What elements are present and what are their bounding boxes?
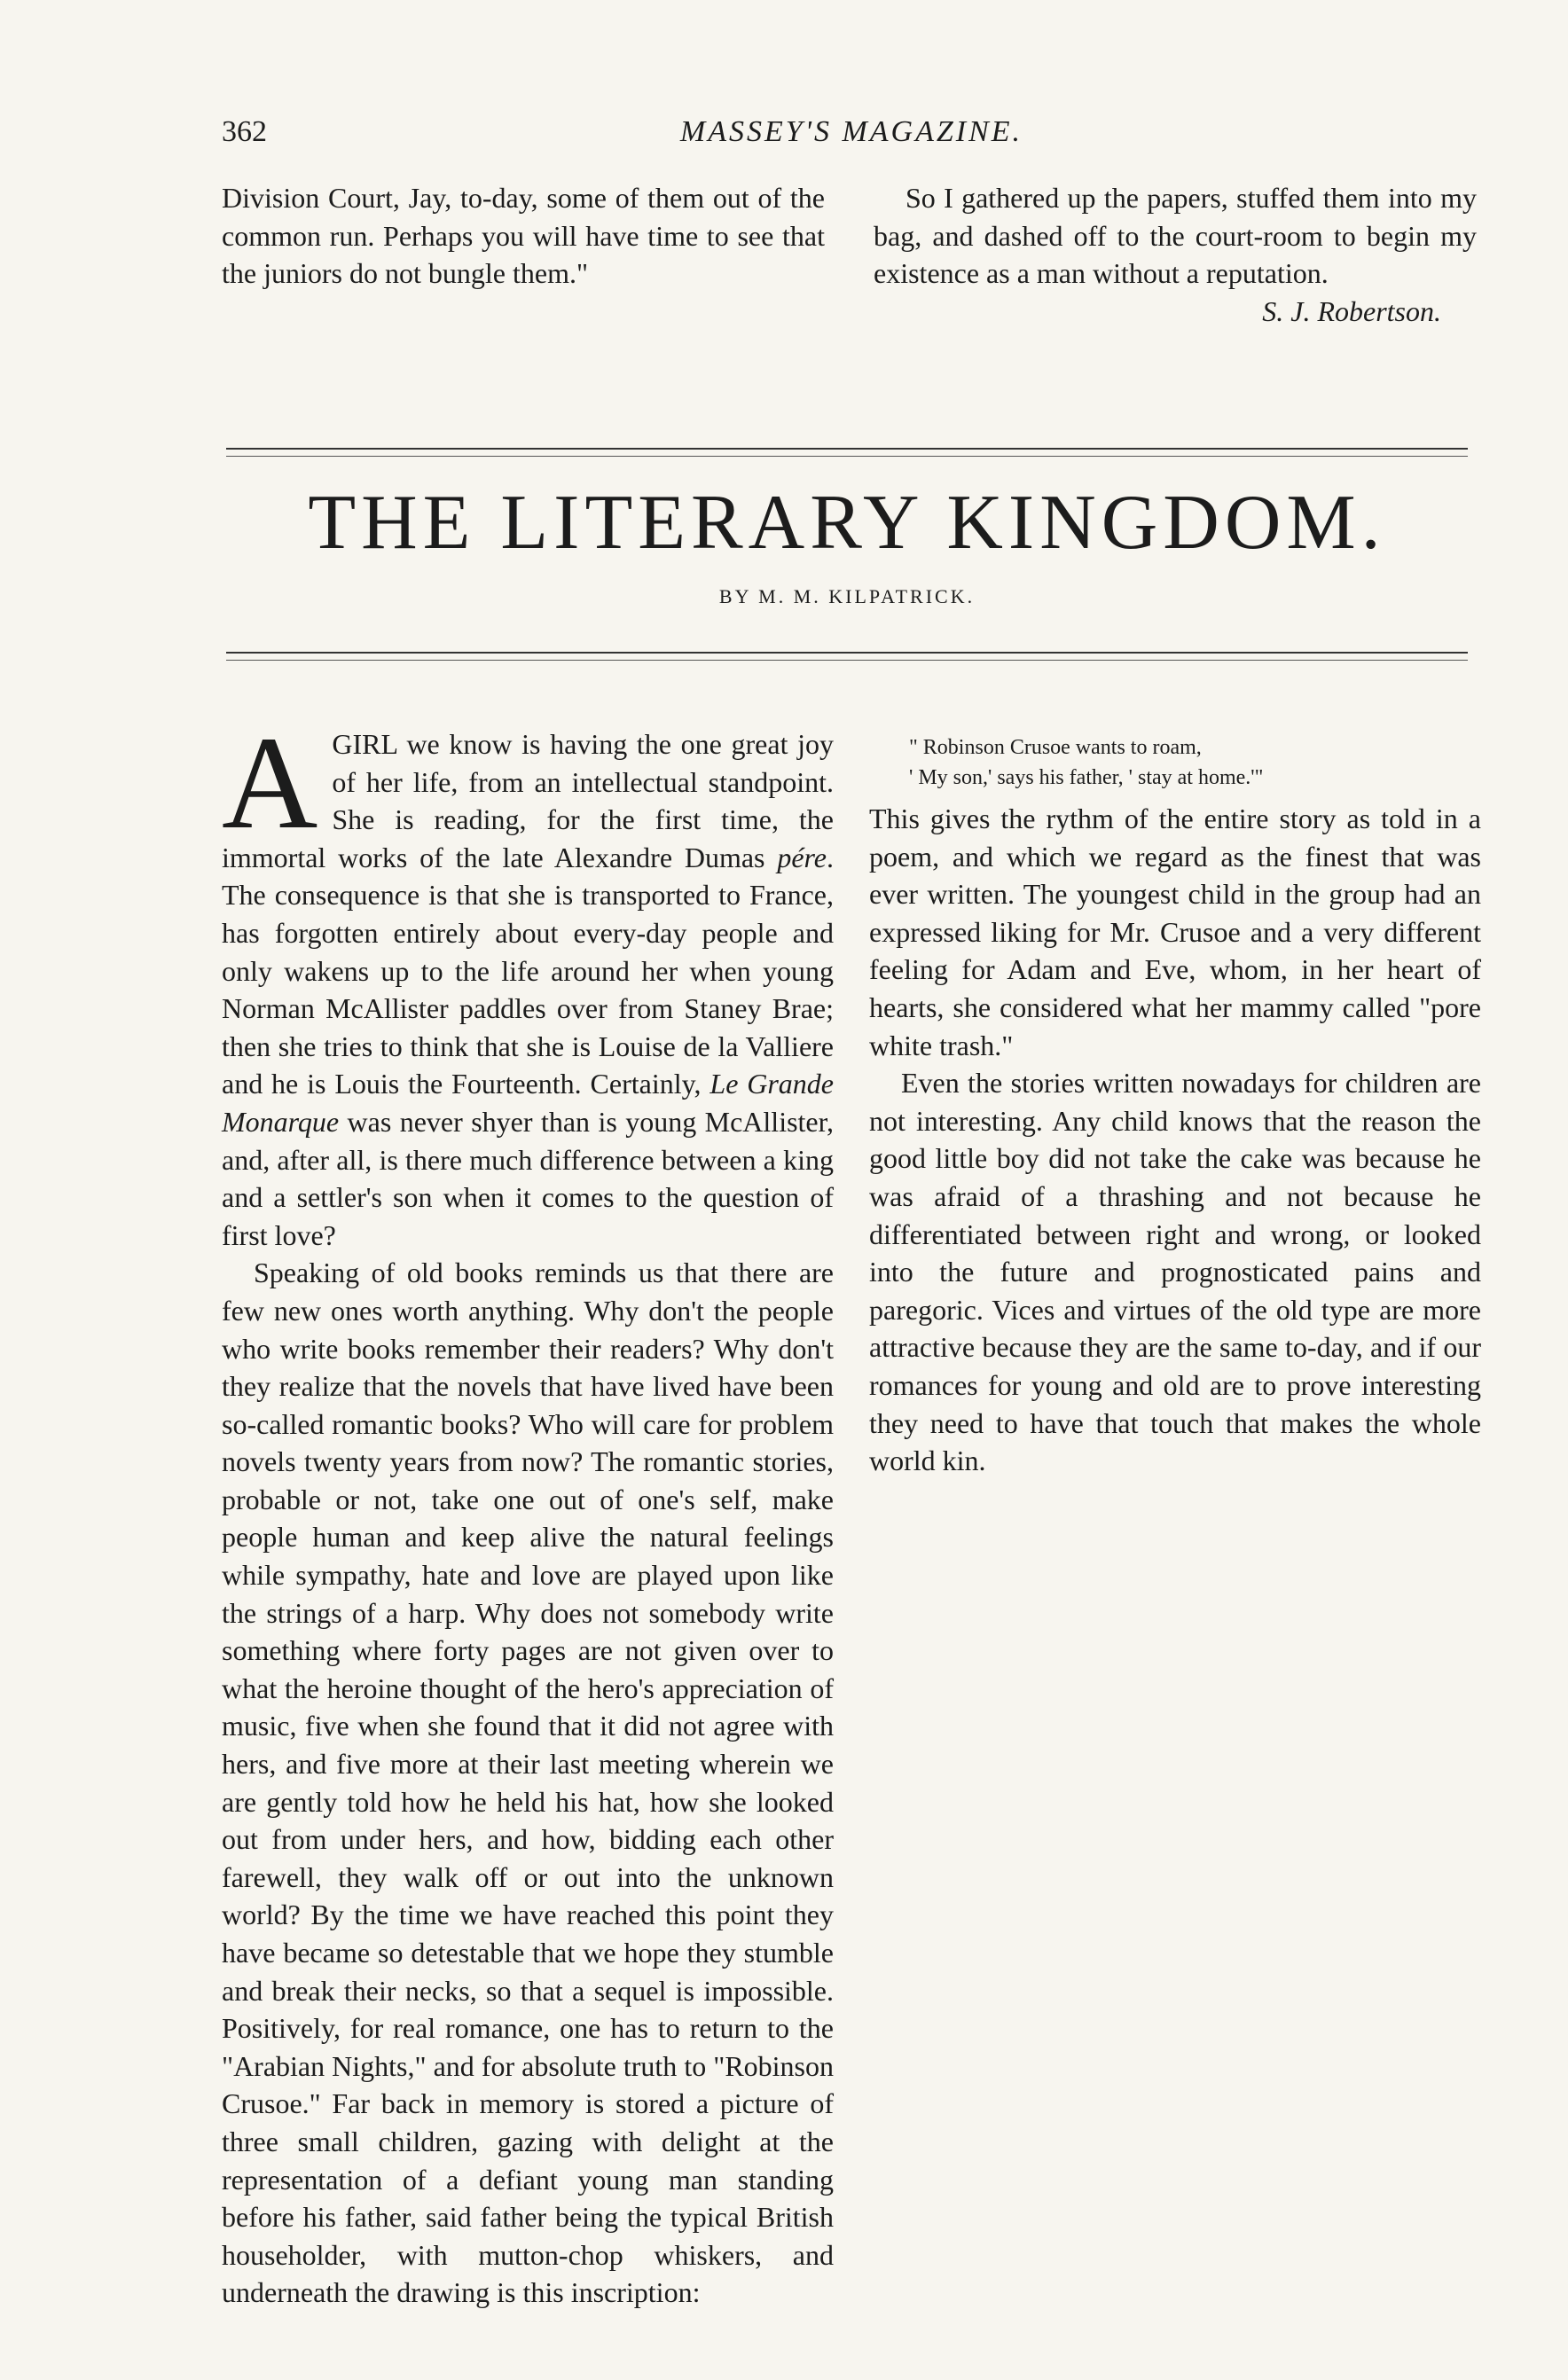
drop-cap: A [222,709,318,857]
paragraph-2: Speaking of old books reminds us that there are few new ones worth anything. Why don't the people who write books remember their readers? Why don't they realize that the novels that have lived have been so-called romantic books? Who will care for problem novels twenty years from now? The romantic stories, probable or not, take one out of one's self, make people human and keep alive the natural feelings while sympathy, hate and love are played upon like the strings of a harp. Why does not somebody write something where forty pages are not given over to what the heroine thought of the hero's appreciation of music, five when she found that it did not agree with hers, and five more at their last meeting wherein we are gently told how he held his hat, how she looked out from under hers, and how, bidding each other farewell, they walk off or out into the unknown world? By the time we have reached this point they have became so detestable that we hope they stumble and break their necks, so that a sequel is impossible. Positively, for real romance, one has to return to the "Arabian Nights," and for absolute truth to "Robinson Crusoe." Far back in memory is stored a picture of three small children, gazing with delight at the representation of a defiant young man standing before his father, said father being the typical British householder, with mutton-chop whiskers, and underneath the drawing is this inscription: [222,1257,834,2309]
verse-block [909,732,1481,793]
divider-line [226,652,1468,654]
divider-line [226,660,1468,661]
magazine-title: MASSEY'S MAGAZINE. [679,115,1023,148]
prev-article-text-left: Division Court, Jay, to-day, some of them out of the common run. Perhaps you will have time to see that the juniors do not bungle them." [222,182,825,290]
paragraph-1-italic-monarque: Le Grande Monarque [222,1068,835,1138]
article-column-left [222,709,835,2312]
author-signature: S. J. Robertson. [1262,294,1441,327]
prev-article-right-column [874,179,1477,330]
paragraph-1-italic-pere: pére [777,841,827,873]
article-title: THE LITERARY KINGDOM. [308,480,1386,566]
divider-line [226,448,1468,450]
page-number: 362 [222,115,267,148]
paragraph-1 [222,709,835,1254]
paragraph-4: Even the stories written nowadays for children are not interesting. Any child knows that the reason the good little boy did not take the cake was because he was afraid of a thrashing and not because he differentiated between right and wrong, or looked into the future and prognosticated pains and paregoric. Vices and virtues of the old type are more attractive because they are the same to-day, and if our romances for young and old are to prove interesting they need to have that touch that makes the whole world kin. [869,1067,1481,1477]
top-divider [226,448,1468,463]
bottom-divider [226,652,1468,667]
article-byline: BY M. M. KILPATRICK. [718,585,976,607]
paragraph-1-text-a: GIRL we know is having the one great joy of her life, from an intellectual standpoint. She is reading, for the first time, the immortal works of the late Alexandre Dumas [222,728,834,873]
article-column-right [869,725,1481,1480]
running-head [222,115,1481,160]
prev-article-text-right: So I gathered up the papers, stuffed them into my bag, and dashed off to the court-room to begin my existence as a man without a reputation. [874,182,1477,290]
paragraph-1-text-c: . The consequence is that she is transported to France, has forgotten entirely about every-day people and only wakens up to the life around her when young Norman McAllister paddles over from Staney Brae; then she tries to think that she is Louise de la Valliere and he is Louis the Fourteenth. Certainly, [222,841,834,1100]
paragraph-3: This gives the rythm of the entire story as told in a poem, and which we regard as the finest that was ever written. The youngest child in the group had an expressed liking for Mr. Crusoe and a very different feeling for Adam and Eve, whom, in her heart of hearts, she considered what her mammy called "pore white trash." [869,802,1481,1061]
prev-article-left-column [222,179,825,293]
paragraph-1-text-e: was never shyer than is young McAllister, and, after all, is there much difference between a king and a settler's son when it comes to the question of first love? [222,1105,834,1251]
verse-line-1: " Robinson Crusoe wants to roam, [909,736,1202,759]
divider-line [226,456,1468,457]
verse-line-2: ' My son,' says his father, ' stay at home.'" [909,766,1264,789]
